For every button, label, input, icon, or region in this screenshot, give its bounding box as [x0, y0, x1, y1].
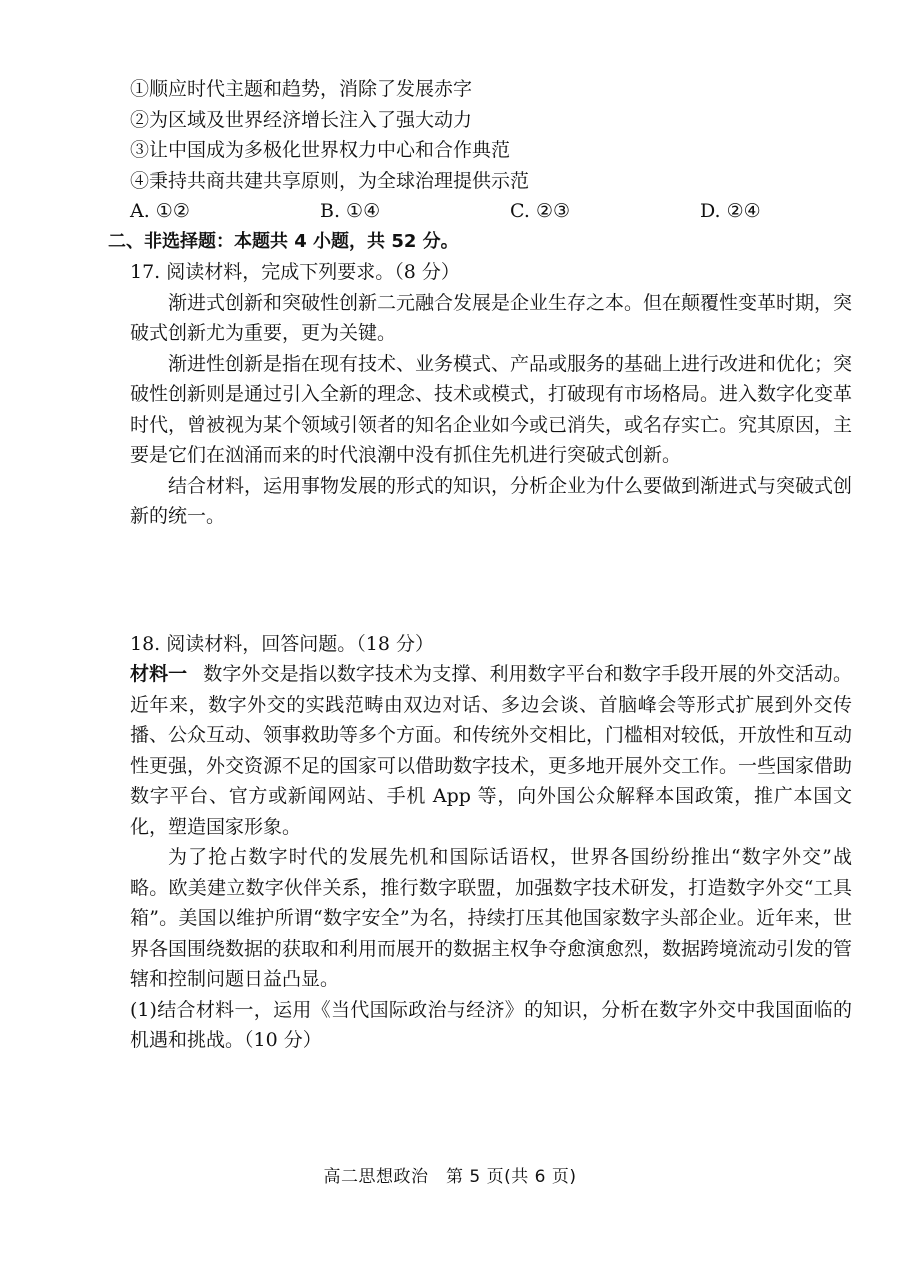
question-17-task: 结合材料，运用事物发展的形式的知识，分析企业为什么要做到渐进式与突破式创新的统一。: [130, 474, 853, 527]
statement-2: ②为区域及世界经济增长注入了强大动力: [130, 108, 473, 131]
option-b: B. ①④: [320, 200, 381, 222]
option-a: A. ①②: [130, 200, 190, 222]
material-1-label: 材料一: [130, 663, 188, 685]
question-17-paragraph-1: 渐进式创新和突破性创新二元融合发展是企业生存之本。但在颠覆性变革时期，突破式创新尤为重要，更为关键。: [130, 291, 853, 344]
question-18-sub-1: (1)结合材料一，运用《当代国际政治与经济》的知识，分析在数字外交中我国面临的机遇和挑战。（10 分）: [130, 998, 852, 1051]
statement-1: ①顺应时代主题和趋势，消除了发展赤字: [130, 78, 473, 100]
material-1-text: 数字外交是指以数字技术为支撑、利用数字平台和数字手段开展的外交活动。近年来，数字外交的实践范畴由双边对话、多边会谈、首脑峰会等形式扩展到外交传播、公众互动、领事救助等多个方面。和传统外交相比，门槛相对较低，开放性和互动性更强，外交资源不足的国家可以借助数字技术，更多地开展外交工作。一些国家借助数字平台、官方或新闻网站、手机 App 等，向外国公众解释本国政策，推广本国文化，塑造国家形象。: [130, 663, 853, 838]
page-content: [108, 74, 853, 1056]
answer-space: [130, 532, 852, 629]
section-title: 二、非选择题：本题共 4 小题，共 52 分。: [108, 230, 459, 252]
statement-3: ③让中国成为多极化世界权力中心和合作典范: [130, 139, 511, 161]
option-d: D. ②④: [700, 200, 761, 222]
question-17-head: 17. 阅读材料，完成下列要求。（8 分）: [130, 261, 460, 283]
material-1-paragraph-1: [130, 659, 852, 842]
answer-options: [130, 196, 852, 227]
statement-4: ④秉持共商共建共享原则，为全球治理提供示范: [130, 169, 530, 192]
material-1-paragraph-2: 为了抢占数字时代的发展先机和国际话语权，世界各国纷纷推出“数字外交”战略。欧美建立数字伙伴关系，推行数字联盟，加强数字技术研发，打造数字外交“工具箱”。美国以维护所谓“数字安全”为名，持续打压其他国家数字头部企业。近年来，世界各国围绕数据的获取和利用而展开的数据主权争夺愈演愈烈，数据跨境流动引发的管辖和控制问题日益凸显。: [130, 846, 853, 990]
question-18: [130, 629, 852, 1056]
question-17-paragraph-2: 渐进性创新是指在现有技术、业务模式、产品或服务的基础上进行改进和优化；突破性创新则是通过引入全新的理念、技术或模式，打破现有市场格局。进入数字化变革时代，曾被视为某个领域引领者的知名企业如今或已消失，或名存实亡。究其原因，主要是它们在汹涌而来的时代浪潮中没有抓住先机进行突破式创新。: [130, 352, 853, 466]
page-footer: 高二思想政治 第 5 页(共 6 页): [323, 1167, 577, 1187]
choice-statements: [130, 74, 852, 196]
option-c: C. ②③: [510, 200, 571, 222]
question-18-head: 18. 阅读材料，回答问题。（18 分）: [130, 632, 434, 655]
question-17: [130, 257, 852, 532]
